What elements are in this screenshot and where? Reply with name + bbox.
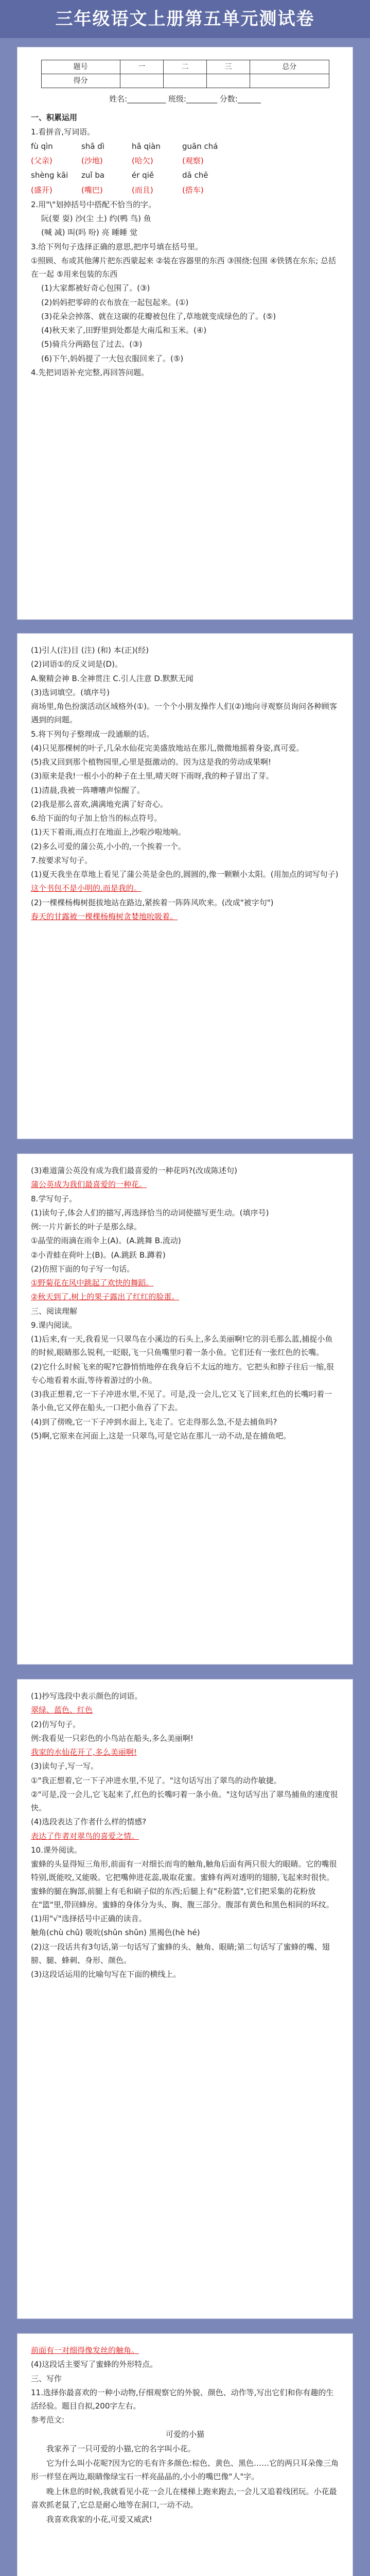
text-line: (3)原来是我!一根小小的种子在土里,晴天呀下雨呀,我的种子冒出了芽。 [31,771,274,781]
pinyin-item: zuǐ ba [81,171,105,180]
text-line: (1)抄写选段中表示颜色的词语。 [31,1691,143,1701]
card-section-4 [17,1680,353,2318]
essay-paragraph: 我家养了一只可爱的小猫,它的名字叫小花。 [46,2444,196,2453]
text-line: (2)仿照下面的句子写一句话。 [31,1264,135,1274]
text-line: 参考范文: [31,2415,65,2425]
text-line: 例:我看见一只彩色的小鸟站在船头,多么美丽啊! [31,1733,193,1743]
text-line: (1)后来,有一天,我看见一只翠鸟在小溪边的石头上,多么美丽啊!它的羽毛那么蓝,捕捉小鱼的时候,眼睛那么锐利,一眨眼,飞一只鱼嘴里叼着一条小鱼。它们还有一张红色的长嘴。 [31,1334,333,1358]
text-line: 6.给下面的句子加上恰当的标点符号。 [31,814,162,823]
text-line: 7.按要求写句子。 [31,855,93,865]
card-section-2 [17,634,353,1139]
student-info-line: 姓名:__________ 班级:________ 分数:______ [109,94,261,104]
text-line: 商场里,角色扮演活动区域格外(①)。一个个小朋友操作人们(②)地向寻观察员询问各种顾客遇到的问题。 [31,702,338,725]
question-3: 3.给下列句子选择正确的意思,把序号填在括号里。 [31,242,203,251]
text-line: 蒲公英成为我们最喜爱的一种花。 [31,1180,147,1190]
pinyin-item: guān chá [182,141,218,151]
answer-item: (沙地) [81,156,103,165]
score-table-row [41,60,329,74]
pinyin-item: dā chē [182,171,208,180]
pinyin-item: shā dì [81,141,104,151]
score-table [41,60,329,88]
answer-item: (搭车) [182,185,204,195]
card-section-5 [17,2334,353,2576]
score-cell: 一 [120,60,163,74]
pinyin-row [31,140,339,153]
question-4: 4.先把词语补充完整,再回答问题。 [31,367,149,377]
score-cell: 题号 [41,60,120,74]
answer-item: (盛开) [31,185,52,195]
section-heading: 一、积累运用 [31,113,78,123]
text-line: (1)夏天我坐在草地上看见了蒲公英是金色的,圆圆的,像一颗颗小太阳。(用加点的词写句子) [31,870,339,879]
answer-item: (而且) [132,185,153,195]
text-line: (4)选段表达了作者什么样的情感? [31,1817,147,1827]
text-line: (1)清晨,我被一阵嘈嘈声惊醒了。 [31,785,145,795]
text-line: 春天的甘露被一棵棵杨梅树贪婪地吮吸着。 [31,911,178,921]
score-table-row [41,74,329,88]
score-cell: 三 [207,60,250,74]
question-3-item: (5)骑兵分两路包了过去。(③) [41,340,143,349]
question-3-item: (6)下午,妈妈提了一大包衣服回来了。(⑤) [41,353,184,363]
text-line: (4)这段话主要写了蜜蜂的外形特点。 [31,2360,158,2369]
question-3-item: (1)大家都被好奇心包围了。(③) [41,283,150,293]
text-line: 触角(chù chǔ) 吸吮(shǔn shǔn) 黑褐色(hè hé) [31,1928,200,1938]
text-line: ②"可是,没一会儿,它飞起来了,红色的长嘴叼着一条小鱼。"这句话写出了翠鸟捕鱼的速度很快。 [31,1789,338,1812]
text-line: ②秋天到了,树上的果子露出了红红的脸蛋。 [31,1292,180,1302]
essay-paragraph: 我喜欢我家的小花,可爱又威武! [46,2515,152,2524]
answer-row [31,183,339,197]
essay-paragraph: 晚上休息的时候,我就看见小花一会儿在楼梯上跑来跑去,一会儿又追着线团玩。小花最喜欢抓老鼠了,它总是耐心地等在洞口,一动不动。 [31,2486,337,2510]
text-line: (2)仿写句子。 [31,1719,81,1729]
question-2-line: 阮(要 耍) 沙(尘 土) 约(鸭 鸟) 鱼 [41,214,151,223]
essay-paragraph: 它为什么叫小花呢?因为它的毛有许多颜色:棕色、黄色、黑色……它的两只耳朵像三角形一样竖在两边,眼睛像绿宝石一样亮晶晶的,小小的嘴巴像"人"字。 [31,2459,339,2482]
text-line: (2)它什么时候飞来的呢?它静悄悄地停在我身后不太远的地方。它把头和脖子往后一缩,很专心地看着水面,等待着游过的小鱼。 [31,1362,334,1385]
text-line: 我家的水仙花开了,多么美丽啊! [31,1748,137,1757]
text-line: 8.学写句子。 [31,1194,77,1204]
text-line: (3)我正想着,它一下子冲进水里,不见了。可是,没一会儿,它又飞了回来,红色的长嘴叼着一条小鱼,它又停在船头,一口把小鱼吞了下去。 [31,1389,332,1413]
pinyin-item: ér qiě [132,171,154,180]
text-line: (3)选词填空。(填序号) [31,687,110,697]
text-line: (2)词语①的反义词是(D)。 [31,659,122,669]
text-line: (5)啊,它原来在河面上,这是一只翠鸟,可是它站在那儿一动不动,是在捕鱼吧。 [31,1431,291,1440]
pinyin-item: shèng kāi [31,171,68,180]
score-cell: 得分 [41,74,120,88]
question-3-item: (2)妈妈把零碎的衣布放在一起包起来。(①) [41,297,189,307]
text-line: ②小青蛙在荷叶上(B)。(A.跳跃 B.蹲着) [31,1250,166,1260]
answer-item: (父亲) [31,156,52,165]
answer-item: (嘴巴) [81,185,103,195]
text-line: (1)天下着雨,雨点打在地面上,沙啦沙啦地响。 [31,827,186,837]
text-line: 10.课外阅读。 [31,1845,82,1855]
question-2: 2.用"\"划掉括号中搭配不恰当的字。 [31,199,156,209]
text-line: (3)难道蒲公英没有成为我们最喜爱的一种花吗?(改成陈述句) [31,1166,237,1175]
question-2-line: (喊 减) 叫(吗 吩) 亮 睡睡 觉 [41,228,138,238]
text-line: 三、阅读理解 [31,1306,78,1316]
answer-item: (哈欠) [132,156,153,165]
text-line: (1)读句子,体会人们的描写,再选择恰当的动词使描写更生动。(填序号) [31,1208,269,1217]
text-line: 前面有一对细得像发丝的触角。 [31,2346,139,2355]
text-line: 5.将下列句子整理成一段通顺的话。 [31,729,154,739]
pinyin-item: hǎ qiàn [132,141,161,151]
text-line: (3)这段话运用的比喻句写在下面的横线上。 [31,1970,181,1979]
text-line: ①野菊花在风中跳起了欢快的舞蹈。 [31,1278,154,1287]
score-cell [163,74,206,88]
text-line: (2)多么可爱的蒲公英,小小的,一个挨着一个。 [31,841,186,851]
text-line: (4)到了傍晚,它一下子冲到水面上,飞走了。它走得那么急,不是去捕鱼吗? [31,1417,277,1427]
essay-title: 可爱的小猫 [165,2429,204,2439]
text-line: (2)一棵棵杨梅树挺拔地站在路边,紧挨着一阵阵风吹来。(改成"被字句") [31,897,274,907]
answer-item: (观察) [182,156,204,165]
text-line: (5)我又回到那个植物园里,心里是挺激动的。因为这是我的劳动成果啊! [31,757,272,767]
text-line: 表达了作者对翠鸟的喜爱之情。 [31,1831,139,1841]
text-line: (2)我是那么喜欢,满满地充满了好奇心。 [31,799,168,809]
score-cell [250,74,329,88]
text-line: 例:一片片新长的叶子是那么绿。 [31,1222,142,1231]
text-line: A.聚精会神 B.全神贯注 C.引人注意 D.默默无闻 [31,673,193,683]
text-line: (4)只见那棵树的叶子,几朵水仙花完美盛放地站在那儿,微微地摇着身姿,真可爱。 [31,743,304,753]
question-1: 1.看拼音,写词语。 [31,127,95,137]
pinyin-row [31,168,339,182]
card-section-3 [17,1154,353,1664]
text-line: ①晶莹的雨滴在雨伞上(A)。(A.跳舞 B.流动) [31,1236,181,1246]
text-line: (3)读句子,写一写。 [31,1761,99,1771]
score-cell [120,74,163,88]
score-cell: 二 [163,60,206,74]
score-cell: 总分 [250,60,329,74]
text-line: (2)这一段话共有3句话,第一句话写了蜜蜂的头、触角、眼睛;第二句话写了蜜蜂的嘴、翅膀、腿、蜂刺、身形、颜色。 [31,1942,330,1965]
page-title: 三年级语文上册第五单元测试卷 [0,0,370,38]
question-3-item: (3)花朵会掉落、就在这碳的花瓣被包住了,草地就变成绿色的了。(⑤) [41,311,276,321]
answer-row [31,154,339,167]
text-line: 这个书包不是小明的,而是我的。 [31,884,142,893]
text-line: (1)引人(注)目 (注) (和) 本(正)(经) [31,646,149,655]
essay-body [31,2442,339,2527]
text-line: 蜜蜂的头显得短三角形,前面有一对细长而弯的触角,触角后面有两只很大的眼睛。它的嘴很特别,既能咬,又能吸。它把嘴伸进花蕊,吸取花蜜。蜜蜂有两对透明的翅膀,飞起来时很快。蜜蜂的腿在胸部,前腿上有毛和刷子似的东西;后腿上有"花粉篮",它们把采集的花粉放在"篮"里,带回蜂房。蜜蜂的身体分为头、胸、腹三部分。腹部有黄色和黑色相间的环纹。 [31,1859,337,1909]
question-3-item: (4)秋天来了,田野里到处都是大南瓜和玉米。(④) [41,326,207,335]
question-3-options: ①照顾、布或其他薄片把东西蒙起来 ②装在容器里的东西 ③围绕:包围 ④铁锈在东东; 总括在一起 ⑤用来包装的东西 [31,256,336,279]
text-line: 翠绿、蓝色、红色 [31,1705,93,1715]
score-cell [207,74,250,88]
text-line: 三、写作 [31,2374,62,2383]
text-line: 9.课内阅读。 [31,1320,77,1330]
pinyin-item: fù qìn [31,141,53,151]
text-line: 11.选择你最喜欢的一种小动物,仔细观察它的外貌、颜色、动作等,写出它们和你有趣的生活经验。题目自拟,200字左右。 [31,2387,334,2411]
card-section-1 [17,47,353,619]
text-line: ①"我正想着,它一下子冲进水里,不见了。"这句话写出了翠鸟的动作敏捷。 [31,1775,281,1785]
text-line: (1)用"√"选择括号中正确的读音。 [31,1914,147,1923]
